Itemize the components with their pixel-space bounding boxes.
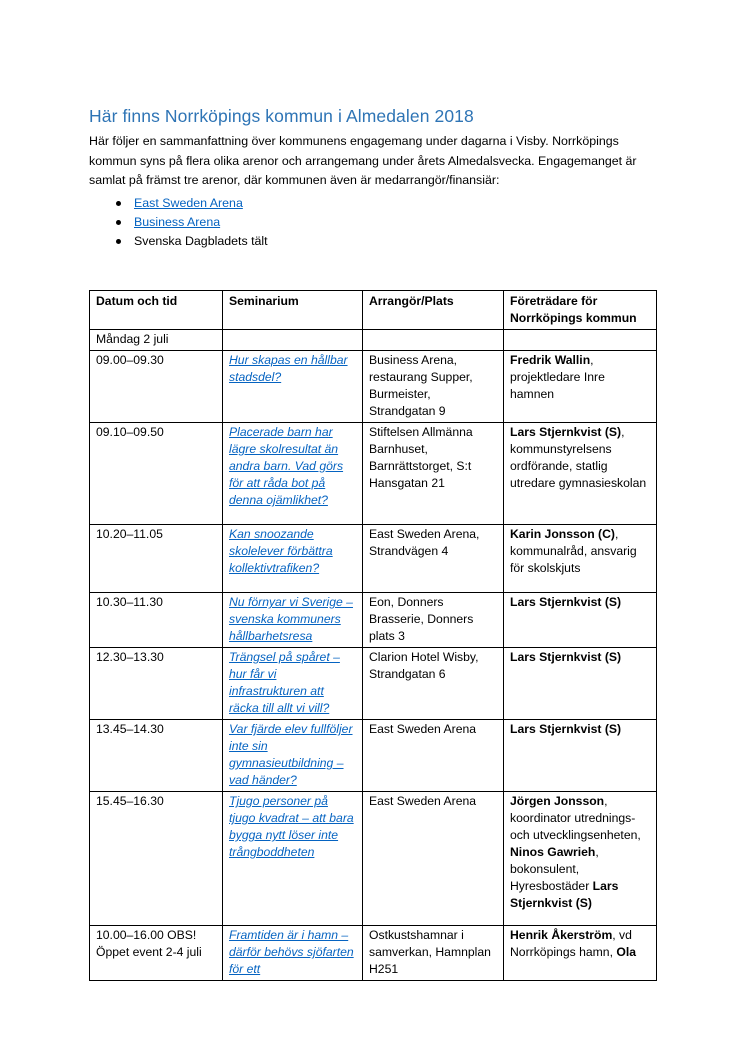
arena-list-item xyxy=(89,232,268,251)
representative-role: , koordinator utrednings- och utvecklingsenheten, xyxy=(510,794,641,842)
header-foretradare: Företrädare för Norrköpings kommun xyxy=(504,291,657,330)
cell-representative xyxy=(504,593,657,648)
cell-seminar[interactable] xyxy=(223,792,363,926)
representative-name: Karin Jonsson (C) xyxy=(510,527,615,541)
cell-place: Business Arena, restaurang Supper, Burmeister, Strandgatan 9 xyxy=(363,351,504,423)
representative-name: Ninos Gawrieh xyxy=(510,845,596,859)
cell-time: 09.00–09.30 xyxy=(90,351,223,423)
cell-time: 13.45–14.30 xyxy=(90,720,223,792)
cell-representative xyxy=(504,792,657,926)
cell-seminar[interactable] xyxy=(223,648,363,720)
header-seminarium: Seminarium xyxy=(223,291,363,330)
cell-seminar[interactable] xyxy=(223,926,363,981)
representative-name: Lars Stjernkvist (S) xyxy=(510,722,622,736)
representative-role: , kommunalråd, ansvarig för skolskjuts xyxy=(510,527,637,575)
cell-representative xyxy=(504,423,657,525)
seminar-link[interactable]: Nu förnyar vi Sverige – svenska kommuners hållbarhetsresa xyxy=(229,595,353,643)
representative-role: , bokonsulent, Hyresbostäder xyxy=(510,845,599,893)
representative-name: Lars Stjernkvist (S) xyxy=(510,595,622,609)
representative-name: Ola xyxy=(616,945,637,959)
cell-place: East Sweden Arena, Strandvägen 4 xyxy=(363,525,504,593)
table-row xyxy=(90,351,657,423)
cell-seminar[interactable] xyxy=(223,423,363,525)
cell-seminar[interactable] xyxy=(223,720,363,792)
seminar-link[interactable]: Hur skapas en hållbar stadsdel? xyxy=(229,353,348,384)
table-row xyxy=(90,926,657,981)
cell-place: Clarion Hotel Wisby, Strandgatan 6 xyxy=(363,648,504,720)
empty-cell xyxy=(223,330,363,351)
cell-representative xyxy=(504,648,657,720)
representative-name: Jörgen Jonsson xyxy=(510,794,605,808)
table-header-row xyxy=(90,291,657,330)
representative-name: Lars Stjernkvist (S) xyxy=(510,425,622,439)
cell-time: 10.20–11.05 xyxy=(90,525,223,593)
cell-representative xyxy=(504,351,657,423)
cell-representative xyxy=(504,720,657,792)
cell-time: 10.30–11.30 xyxy=(90,593,223,648)
cell-place: East Sweden Arena xyxy=(363,720,504,792)
seminar-link[interactable]: Kan snoozande skolelever förbättra kollektivtrafiken? xyxy=(229,527,333,575)
day-row xyxy=(90,330,657,351)
cell-time: 12.30–13.30 xyxy=(90,648,223,720)
intro-text: Här följer en sammanfattning över kommunens engagemang under dagarna i Visby. Norrköpings kommun syns på flera olika arenor och arrangemang under årets Almedalsvecka. Engagemanget är samlat på främst tre arenor, där kommunen även är medarrangör/finansiär: xyxy=(89,134,637,187)
header-arrangor: Arrangör/Plats xyxy=(363,291,504,330)
intro-paragraph xyxy=(89,132,664,191)
seminar-link[interactable]: Tjugo personer på tjugo kvadrat – att bara bygga nytt löser inte trångboddheten xyxy=(229,794,354,859)
arena-link-east-sweden[interactable]: East Sweden Arena xyxy=(134,196,243,210)
cell-representative xyxy=(504,926,657,981)
cell-time: 10.00–16.00 OBS! Öppet event 2-4 juli xyxy=(90,926,223,981)
representative-name: Lars Stjernkvist (S) xyxy=(510,650,622,664)
arena-list-item[interactable] xyxy=(89,194,268,213)
table-row xyxy=(90,792,657,926)
cell-place: East Sweden Arena xyxy=(363,792,504,926)
cell-place: Stiftelsen Allmänna Barnhuset, Barnrättstorget, S:t Hansgatan 21 xyxy=(363,423,504,525)
cell-place: Eon, Donners Brasserie, Donners plats 3 xyxy=(363,593,504,648)
representative-role: , vd Norrköpings hamn, xyxy=(510,928,632,959)
day-label: Måndag 2 juli xyxy=(90,330,223,351)
cell-seminar[interactable] xyxy=(223,593,363,648)
schedule-table xyxy=(89,290,657,981)
cell-representative xyxy=(504,525,657,593)
arena-label-svd: Svenska Dagbladets tält xyxy=(134,234,268,248)
table-row xyxy=(90,593,657,648)
representative-role: , kommunstyrelsens ordförande, statlig utredare gymnasieskolan xyxy=(510,425,647,490)
representative-name: Henrik Åkerström xyxy=(510,928,613,942)
cell-seminar[interactable] xyxy=(223,525,363,593)
representative-name: Fredrik Wallin xyxy=(510,353,591,367)
seminar-link[interactable]: Var fjärde elev fullföljer inte sin gymnasieutbildning – vad händer? xyxy=(229,722,353,787)
representative-name: Lars Stjernkvist (S) xyxy=(510,879,619,910)
arena-list xyxy=(89,194,268,251)
seminar-link[interactable]: Placerade barn har lägre skolresultat än andra barn. Vad görs för att råda bot på denna ojämlikhet? xyxy=(229,425,344,507)
table-row xyxy=(90,525,657,593)
arena-list-item[interactable] xyxy=(89,213,268,232)
cell-seminar[interactable] xyxy=(223,351,363,423)
representative-role: , projektledare Inre hamnen xyxy=(510,353,605,401)
cell-time: 15.45–16.30 xyxy=(90,792,223,926)
table-row xyxy=(90,720,657,792)
seminar-link[interactable]: Framtiden är i hamn – därför behövs sjöfarten för ett xyxy=(229,928,354,976)
table-row xyxy=(90,648,657,720)
empty-cell xyxy=(504,330,657,351)
cell-place: Ostkustshamnar i samverkan, Hamnplan H251 xyxy=(363,926,504,981)
empty-cell xyxy=(363,330,504,351)
page-title: Här finns Norrköpings kommun i Almedalen 2018 xyxy=(89,106,474,126)
arena-link-business[interactable]: Business Arena xyxy=(134,215,221,229)
header-datum: Datum och tid xyxy=(90,291,223,330)
cell-time: 09.10–09.50 xyxy=(90,423,223,525)
table-row xyxy=(90,423,657,525)
seminar-link[interactable]: Trängsel på spåret – hur får vi infrastrukturen att räcka till allt vi vill? xyxy=(229,650,340,715)
